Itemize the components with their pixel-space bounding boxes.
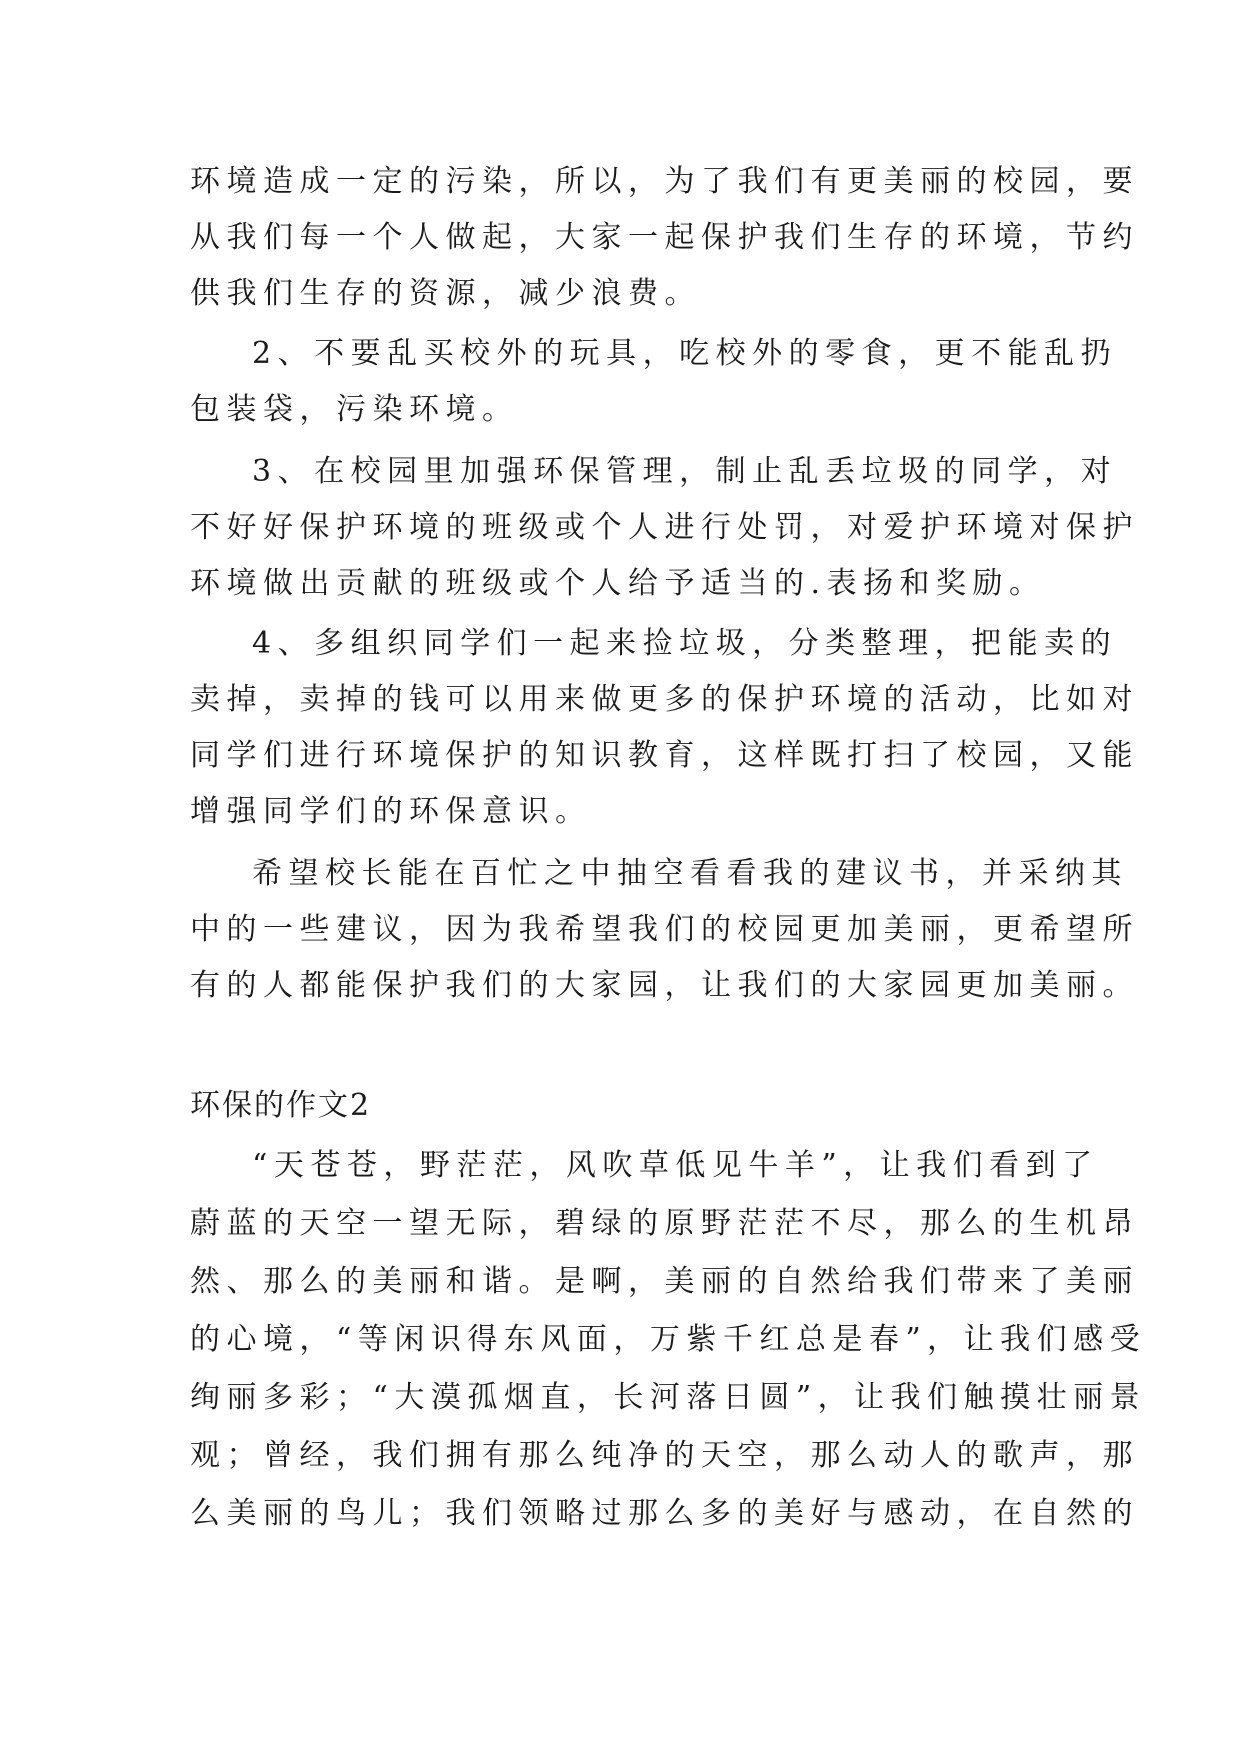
paragraph-line: 3、在校园里加强环保管理，制止乱丢垃圾的同学，对 <box>252 454 1118 489</box>
paragraph-line: 增强同学们的环保意识。 <box>190 794 592 829</box>
paragraph-line: 观；曾经，我们拥有那么纯净的天空，那么动人的歌声，那 <box>190 1438 1139 1473</box>
paragraph-line: 环境造成一定的污染，所以，为了我们有更美丽的校园，要 <box>190 164 1139 199</box>
paragraph-line: 包装袋，污染环境。 <box>190 392 519 427</box>
paragraph-line: 蔚蓝的天空一望无际，碧绿的原野茫茫不尽，那么的生机昂 <box>190 1206 1139 1241</box>
paragraph-line: 供我们生存的资源，减少浪费。 <box>190 276 701 311</box>
paragraph-line: 不好好保护环境的班级或个人进行处罚，对爱护环境对保护 <box>190 510 1139 545</box>
paragraph-line: 么美丽的鸟儿；我们领略过那么多的美好与感动，在自然的 <box>190 1496 1139 1531</box>
paragraph-line: 然、那么的美丽和谐。是啊，美丽的自然给我们带来了美丽 <box>190 1264 1139 1299</box>
paragraph-line: “天苍苍，野茫茫，风吹草低见牛羊”，让我们看到了 <box>252 1148 1099 1183</box>
paragraph-line: 同学们进行环境保护的知识教育，这样既打扫了校园，又能 <box>190 738 1139 773</box>
paragraph-line: 中的一些建议，因为我希望我们的校园更加美丽，更希望所 <box>190 912 1139 947</box>
section-heading: 环保的作文2 <box>190 1088 372 1123</box>
paragraph-line: 绚丽多彩；“大漠孤烟直，长河落日圆”，让我们触摸壮丽景 <box>190 1380 1147 1415</box>
paragraph-line: 有的人都能保护我们的大家园，让我们的大家园更加美丽。 <box>190 968 1139 1003</box>
paragraph-line: 4、多组织同学们一起来捡垃圾，分类整理，把能卖的 <box>252 626 1118 661</box>
paragraph-line: 的心境，“等闲识得东风面，万紫千红总是春”，让我们感受 <box>190 1322 1147 1357</box>
paragraph-line: 从我们每一个人做起，大家一起保护我们生存的环境，节约 <box>190 220 1139 255</box>
paragraph-line: 2、不要乱买校外的玩具，吃校外的零食，更不能乱扔 <box>252 336 1118 371</box>
paragraph-line: 环境做出贡献的班级或个人给予适当的.表扬和奖励。 <box>190 566 1046 601</box>
paragraph-line: 希望校长能在百忙之中抽空看看我的建议书，并采纳其 <box>252 856 1128 891</box>
paragraph-line: 卖掉，卖掉的钱可以用来做更多的保护环境的活动，比如对 <box>190 682 1139 717</box>
